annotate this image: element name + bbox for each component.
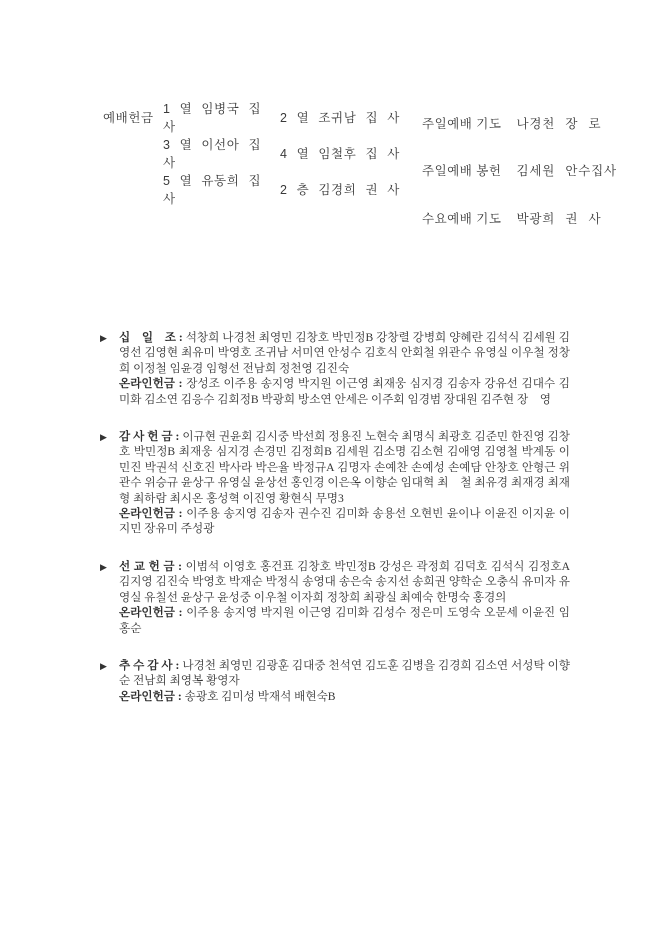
section-thanksgiving-offering <box>100 429 570 537</box>
name-list: 이주용 송지영 김송자 권수진 김미화 송용선 오현빈 윤이나 이윤진 이지윤 이지민 장유미 주성광 <box>119 507 570 536</box>
usher-cell: 3 열 이선아 집 사 <box>163 138 262 170</box>
name-list: 이범석 이영호 홍건표 김창호 박민정B 강성은 곽정희 김덕호 김석식 김정호A 김지영 김진숙 박영호 박재순 박정식 송영대 송은숙 송지선 송희권 양학순 오충식 유미자 유영실 유칠선 윤상구 윤성중 이우철 이자희 정창희 최광실 최예숙 한명숙 홍경의 <box>119 559 570 604</box>
triangle-bullet-icon: ▶ <box>100 661 107 672</box>
name-list: 이규현 권윤회 김시중 박선희 정용진 노현숙 최명식 최광호 김준민 한진영 김창호 박민정B 최재웅 심지경 손경민 김정희B 김세원 김소명 김소현 김애영 김영철 박계동 이민진 박권석 신호진 박사라 박은율 박정규A 김명자 손예찬 손예성 손예담 안창호 안형근 위관수 위승규 윤상구 유영실 윤상선 홍인경 이은옥 이향순 임대혁 최 철 최유경 최재경 최재형 최하람 최시온 홍성혁 이진영 황현식 무명3 <box>119 430 570 505</box>
usher-row <box>103 171 400 207</box>
duty-person: 박광희 권 사 <box>516 211 602 226</box>
section-names <box>119 330 570 376</box>
triangle-bullet-icon: ▶ <box>100 562 107 573</box>
usher-cell: 1 열 임병국 집 사 <box>163 102 262 134</box>
duty-row <box>422 147 617 195</box>
section-title: 선 교 헌 금 : <box>119 559 183 573</box>
worship-duty-list <box>422 99 617 242</box>
usher-cell: 4 열 임철후 집 사 <box>280 147 400 161</box>
section-harvest-thanksgiving <box>100 658 570 704</box>
duty-row <box>422 194 617 242</box>
online-offering-label: 온라인헌금 : <box>119 507 183 521</box>
section-tithe <box>100 330 570 407</box>
name-list: 이주용 송지영 박지원 이근영 김미화 김성수 정은미 도영숙 오문세 이윤진 임홍순 <box>119 606 570 635</box>
duty-person: 나경천 장 로 <box>516 116 602 131</box>
usher-cell: 2 열 조귀남 집 사 <box>280 111 400 125</box>
name-list: 송광호 김미성 박재석 배현숙B <box>184 689 336 703</box>
online-offering-label: 온라인헌금 : <box>119 689 182 703</box>
usher-row <box>103 135 400 171</box>
usher-row <box>103 99 400 135</box>
section-mission-offering <box>100 559 570 636</box>
online-names <box>119 689 570 704</box>
online-names <box>119 506 570 537</box>
offering-sections <box>100 330 570 704</box>
section-title: 감 사 헌 금 : <box>119 430 180 444</box>
name-list: 나경천 최영민 김광훈 김대중 천석연 김도훈 김병을 김경희 김소연 서성탁 이향순 전남희 최영복 황영자 <box>119 658 570 688</box>
section-title: 추 수 감 사 : <box>119 658 180 672</box>
duty-label: 주일예배 봉헌 <box>422 164 502 179</box>
usher-cell: 2 층 김경희 권 사 <box>280 183 400 197</box>
triangle-bullet-icon: ▶ <box>100 433 107 444</box>
section-names <box>119 559 570 605</box>
triangle-bullet-icon: ▶ <box>100 334 107 344</box>
duty-label: 주일예배 기도 <box>422 116 502 131</box>
section-title: 십 일 조 : <box>119 331 183 344</box>
duty-label: 수요예배 기도 <box>422 211 502 226</box>
online-offering-label: 온라인헌금 : <box>119 606 183 620</box>
section-names <box>119 429 570 506</box>
online-names <box>119 376 570 407</box>
name-list: 장성조 이주용 송지영 박지원 이근영 최재웅 심지경 김송자 강유선 김대수 김미화 김소연 김응수 김회정B 박광희 방소연 안세은 이주회 임경범 장대원 김주현 장 영 <box>119 377 570 406</box>
offering-usher-table <box>103 99 400 207</box>
duty-row <box>422 99 617 147</box>
name-list: 석창희 나경천 최영민 김창호 박민정B 강창렬 강병희 양혜란 김석식 김세원 김영선 김영현 최유미 박영호 조귀남 서미연 안성수 김호식 안회철 위관수 유영실 이우철 정창희 이정철 임윤경 임형선 전남희 정천영 김진숙 <box>119 331 571 375</box>
online-offering-label: 온라인헌금 : <box>119 377 183 391</box>
online-names <box>119 605 570 636</box>
section-names <box>119 658 570 689</box>
usher-cell: 5 열 유동희 집 사 <box>163 174 262 206</box>
offering-usher-heading: 예배헌금 <box>103 111 154 125</box>
duty-person: 김세원 안수집사 <box>516 164 617 179</box>
